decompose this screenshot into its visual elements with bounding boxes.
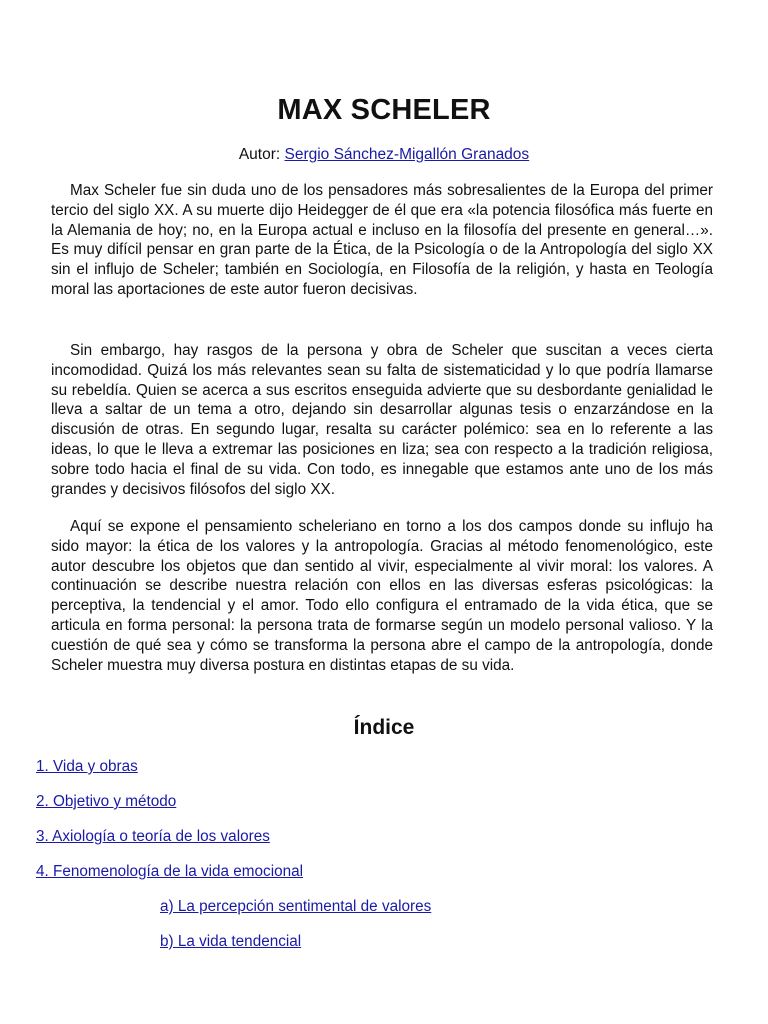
author-line bbox=[0, 146, 768, 164]
paragraph-summary: Aquí se expone el pensamiento scheleriano en torno a los dos campos donde su influjo ha sido mayor: la ética de los valores y la antropología. Gracias al método fenomenológico, este autor descubre los objetos que dan sentido al vivir, especialmente al vivir moral: los valores. A continuación se describe nuestra relación con ellos en las diversas esferas psicológicas: la perceptiva, la tendencial y el amor. Todo ello configura el entramado de la vida ética, que se articula en forma personal: la persona trata de formarse según un modelo personal valioso. Y la cuestión de qué sea y cómo se transforma la persona abre el campo de la antropología, donde Scheler muestra muy diversa postura en distintas etapas de su vida. bbox=[51, 518, 713, 674]
author-label: Autor: bbox=[238, 146, 281, 163]
toc-link-vida-y-obras[interactable]: 1. Vida y obras bbox=[36, 758, 138, 775]
toc-link-objetivo-y-metodo[interactable]: 2. Objetivo y método bbox=[36, 793, 177, 810]
author-link[interactable]: Sergio Sánchez-Migallón Granados bbox=[284, 146, 530, 163]
toc-link-vida-tendencial[interactable]: b) La vida tendencial bbox=[160, 933, 302, 950]
paragraph-intro: Max Scheler fue sin duda uno de los pensadores más sobresalientes de la Europa del primer tercio del siglo XX. A su muerte dijo Heidegger de él que era «la potencia filosófica más fuerte en la Alemania de hoy; no, en la Europa actual e incluso en la filosofía del presente en general…». Es muy difícil pensar en gran parte de la Ética, de la Psicología o de la Antropología del siglo XX sin el influjo de Scheler; también en Sociología, en Filosofía de la religión, y hasta en Teología moral las aportaciones de este autor fueron decisivas. bbox=[51, 182, 713, 298]
document-title: MAX SCHELER bbox=[277, 94, 491, 126]
toc-link-axiologia[interactable]: 3. Axiología o teoría de los valores bbox=[36, 828, 270, 845]
index-heading: Índice bbox=[353, 716, 415, 739]
paragraph-traits: Sin embargo, hay rasgos de la persona y obra de Scheler que suscitan a veces cierta incomodidad. Quizá los más relevantes sean su falta de sistematicidad y lo que podría llamarse su rebeldía. Quien se acerca a sus escritos enseguida advierte que su desbordante genialidad le lleva a saltar de un tema a otro, dejando sin desarrollar algunas tesis o enzarzándose en la discusión de otras. En segundo lugar, resalta su carácter polémico: sea en lo referente a las ideas, lo que le lleva a extremar las posiciones en liza; sea con respecto a la tradición religiosa, sobre todo hacia el final de su vida. Con todo, es innegable que estamos ante uno de los más grandes y decisivos filósofos del siglo XX. bbox=[51, 342, 713, 498]
toc-link-percepcion-sentimental[interactable]: a) La percepción sentimental de valores bbox=[160, 898, 432, 915]
toc-link-fenomenologia[interactable]: 4. Fenomenología de la vida emocional bbox=[36, 863, 304, 880]
